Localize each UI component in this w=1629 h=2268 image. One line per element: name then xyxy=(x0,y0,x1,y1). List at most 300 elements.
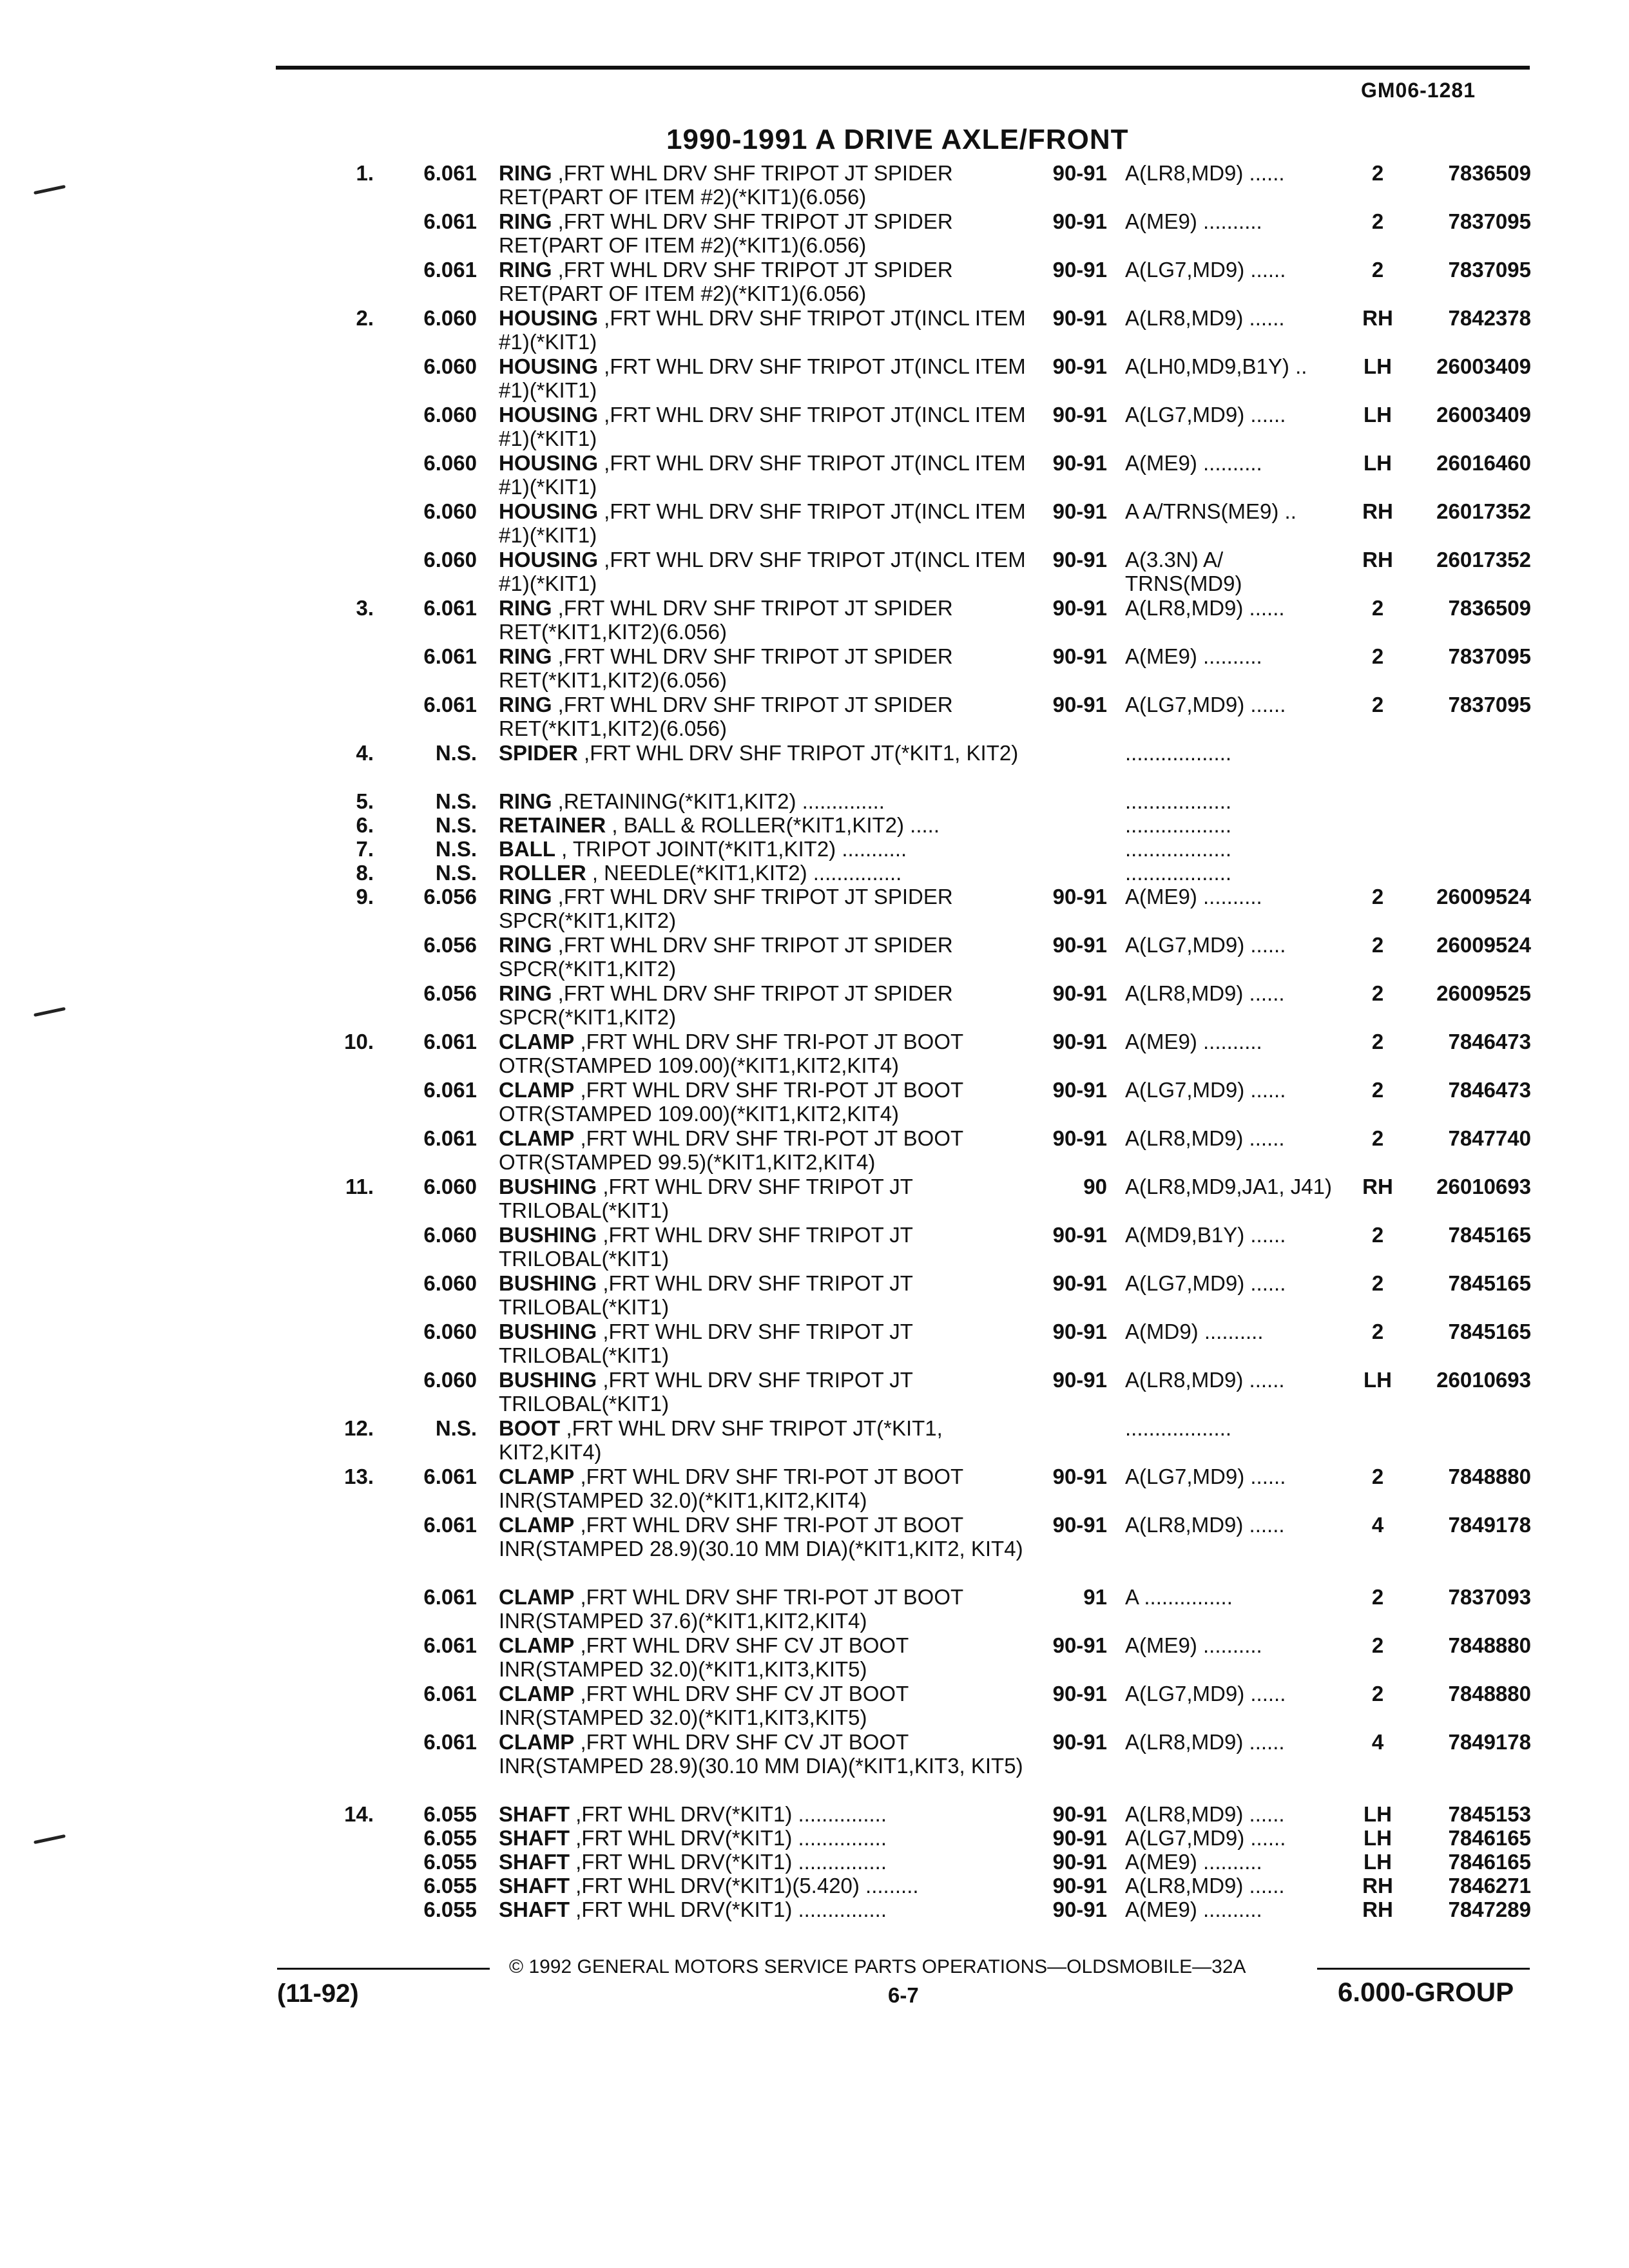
model-year: 90-91 xyxy=(1052,451,1107,475)
part-name: HOUSING xyxy=(499,548,599,572)
table-row xyxy=(0,1223,1629,1271)
model-code: .................. xyxy=(1125,1416,1232,1440)
part-description xyxy=(499,1465,1037,1512)
model-code: A(LG7,MD9) ...... xyxy=(1125,933,1286,957)
table-row xyxy=(0,885,1629,933)
part-number: 7848880 xyxy=(1448,1465,1531,1488)
model-code: .................. xyxy=(1125,861,1232,885)
model-year: 90-91 xyxy=(1052,1030,1107,1053)
part-name: SHAFT xyxy=(499,1874,570,1898)
part-spec: ,FRT WHL DRV SHF TRIPOT JT SPIDER SPCR(*KIT1,KIT2) xyxy=(499,885,953,932)
part-number: 7837095 xyxy=(1448,693,1531,716)
quantity: 2 xyxy=(1371,1633,1384,1657)
model-year: 91 xyxy=(1083,1585,1107,1609)
part-name: RETAINER xyxy=(499,813,606,837)
group-number: 6.061 xyxy=(423,1730,477,1754)
quantity: LH xyxy=(1364,1802,1392,1826)
part-name: HOUSING xyxy=(499,499,599,523)
item-number: 6. xyxy=(356,813,374,837)
part-description xyxy=(499,861,1037,885)
part-spec: ,FRT WHL DRV(*KIT1) ............... xyxy=(570,1850,887,1874)
part-number: 7846473 xyxy=(1448,1078,1531,1102)
part-spec: , NEEDLE(*KIT1,KIT2) ............... xyxy=(586,861,902,885)
part-name: RING xyxy=(499,693,552,716)
part-name: HOUSING xyxy=(499,403,599,427)
part-spec: , BALL & ROLLER(*KIT1,KIT2) ..... xyxy=(606,813,940,837)
table-row xyxy=(0,1585,1629,1633)
part-name: RING xyxy=(499,789,552,813)
part-number: 7837095 xyxy=(1448,258,1531,282)
part-name: RING xyxy=(499,644,552,668)
table-row xyxy=(0,1030,1629,1078)
part-number: 7849178 xyxy=(1448,1513,1531,1537)
part-name: RING xyxy=(499,933,552,957)
part-number: 26016460 xyxy=(1436,451,1531,475)
group-number: 6.060 xyxy=(423,451,477,475)
model-code: A(LH0,MD9,B1Y) .. xyxy=(1125,354,1307,378)
part-name: RING xyxy=(499,981,552,1005)
model-code: A(ME9) .......... xyxy=(1125,451,1262,475)
table-row xyxy=(0,1271,1629,1320)
quantity: RH xyxy=(1362,1175,1393,1198)
model-year: 90-91 xyxy=(1052,644,1107,668)
table-row xyxy=(0,1078,1629,1126)
model-code: A(LG7,MD9) ...... xyxy=(1125,1682,1286,1706)
part-description xyxy=(499,209,1037,257)
part-name: RING xyxy=(499,258,552,282)
model-code: .................. xyxy=(1125,741,1232,765)
group-number: 6.060 xyxy=(423,1320,477,1343)
table-row xyxy=(0,258,1629,306)
model-year: 90-91 xyxy=(1052,885,1107,908)
part-name: RING xyxy=(499,161,552,185)
part-spec: ,FRT WHL DRV SHF TRIPOT JT SPIDER RET(PART OF ITEM #2)(*KIT1)(6.056) xyxy=(499,161,953,209)
part-spec: ,FRT WHL DRV SHF TRIPOT JT(*KIT1, KIT2,KIT4) xyxy=(499,1416,943,1464)
part-name: SHAFT xyxy=(499,1826,570,1850)
item-number: 9. xyxy=(356,885,374,908)
model-code: .................. xyxy=(1125,813,1232,837)
part-name: BOOT xyxy=(499,1416,561,1440)
model-year: 90-91 xyxy=(1052,933,1107,957)
model-code: A(LG7,MD9) ...... xyxy=(1125,1271,1286,1295)
table-row xyxy=(0,451,1629,499)
part-name: CLAMP xyxy=(499,1730,575,1754)
group-number: 6.061 xyxy=(423,161,477,185)
model-code: A(3.3N) A/ TRNS(MD9) xyxy=(1125,548,1242,595)
part-description xyxy=(499,981,1037,1029)
part-name: BUSHING xyxy=(499,1223,597,1247)
part-spec: ,FRT WHL DRV SHF TRIPOT JT(INCL ITEM #1)(*KIT1) xyxy=(499,451,1026,499)
part-name: CLAMP xyxy=(499,1465,575,1488)
quantity: LH xyxy=(1364,403,1392,427)
part-number: 7846165 xyxy=(1448,1850,1531,1874)
group-number: 6.060 xyxy=(423,499,477,523)
table-row xyxy=(0,403,1629,451)
group-number: 6.061 xyxy=(423,1030,477,1053)
quantity: RH xyxy=(1362,306,1393,330)
group-number: N.S. xyxy=(435,837,477,861)
table-row xyxy=(0,1898,1629,1921)
group-number: 6.055 xyxy=(423,1802,477,1826)
part-name: CLAMP xyxy=(499,1078,575,1102)
part-description xyxy=(499,1850,1037,1874)
model-code: A(LR8,MD9,JA1, J41) xyxy=(1125,1175,1332,1198)
table-row xyxy=(0,1633,1629,1682)
part-number: 7837095 xyxy=(1448,209,1531,233)
quantity: 2 xyxy=(1371,933,1384,957)
group-number: 6.061 xyxy=(423,1682,477,1706)
part-name: BUSHING xyxy=(499,1368,597,1392)
footer-rule-left xyxy=(277,1968,490,1970)
model-year: 90-91 xyxy=(1052,1682,1107,1706)
part-description xyxy=(499,813,1037,837)
group-number: 6.060 xyxy=(423,548,477,572)
part-name: HOUSING xyxy=(499,306,599,330)
part-name: BUSHING xyxy=(499,1271,597,1295)
part-spec: ,FRT WHL DRV SHF TRIPOT JT TRILOBAL(*KIT1) xyxy=(499,1175,913,1222)
model-code: A(LR8,MD9) ...... xyxy=(1125,1730,1285,1754)
quantity: 2 xyxy=(1371,1030,1384,1053)
footer-page-number: 6-7 xyxy=(888,1983,919,2007)
part-name: CLAMP xyxy=(499,1513,575,1537)
model-year: 90-91 xyxy=(1052,981,1107,1005)
part-spec: ,FRT WHL DRV SHF TRIPOT JT TRILOBAL(*KIT1) xyxy=(499,1320,913,1367)
group-number: 6.060 xyxy=(423,1271,477,1295)
part-description xyxy=(499,1271,1037,1319)
item-number: 14. xyxy=(344,1802,374,1826)
table-row xyxy=(0,789,1629,813)
item-number: 8. xyxy=(356,861,374,885)
table-row xyxy=(0,741,1629,789)
part-description xyxy=(499,354,1037,402)
group-number: 6.055 xyxy=(423,1898,477,1921)
part-spec: ,FRT WHL DRV SHF TRIPOT JT SPIDER RET(*KIT1,KIT2)(6.056) xyxy=(499,596,953,644)
part-spec: ,FRT WHL DRV(*KIT1) ............... xyxy=(570,1898,887,1921)
part-number: 26009525 xyxy=(1436,981,1531,1005)
part-description xyxy=(499,885,1037,932)
quantity: 2 xyxy=(1371,885,1384,908)
table-row xyxy=(0,981,1629,1030)
footer-group: 6.000-GROUP xyxy=(1338,1977,1514,2007)
part-name: SHAFT xyxy=(499,1898,570,1921)
quantity: RH xyxy=(1362,499,1393,523)
part-spec: ,FRT WHL DRV SHF TRI-POT JT BOOT OTR(STAMPED 109.00)(*KIT1,KIT2,KIT4) xyxy=(499,1030,963,1077)
model-code: .................. xyxy=(1125,789,1232,813)
item-number: 13. xyxy=(344,1465,374,1488)
item-number: 1. xyxy=(356,161,374,185)
model-code: A(ME9) .......... xyxy=(1125,1850,1262,1874)
part-number: 7845165 xyxy=(1448,1223,1531,1247)
part-name: BALL xyxy=(499,837,555,861)
document-id: GM06-1281 xyxy=(1361,79,1476,102)
part-number: 7847289 xyxy=(1448,1898,1531,1921)
quantity: RH xyxy=(1362,548,1393,572)
quantity: 2 xyxy=(1371,258,1384,282)
group-number: 6.056 xyxy=(423,933,477,957)
part-spec: ,FRT WHL DRV(*KIT1) ............... xyxy=(570,1826,887,1850)
table-row xyxy=(0,861,1629,885)
part-spec: ,FRT WHL DRV SHF TRI-POT JT BOOT INR(STAMPED 28.9)(30.10 MM DIA)(*KIT1,KIT2, KIT4) xyxy=(499,1513,1023,1561)
model-year: 90-91 xyxy=(1052,258,1107,282)
part-description xyxy=(499,596,1037,644)
model-year: 90-91 xyxy=(1052,403,1107,427)
part-name: HOUSING xyxy=(499,354,599,378)
part-spec: ,FRT WHL DRV SHF TRIPOT JT(INCL ITEM #1)(*KIT1) xyxy=(499,354,1026,402)
table-row xyxy=(0,644,1629,693)
table-row xyxy=(0,161,1629,209)
model-code: A(LR8,MD9) ...... xyxy=(1125,306,1285,330)
part-name: ROLLER xyxy=(499,861,586,885)
part-description xyxy=(499,258,1037,305)
group-number: 6.060 xyxy=(423,1223,477,1247)
table-row xyxy=(0,1465,1629,1513)
model-code: A(ME9) .......... xyxy=(1125,209,1262,233)
part-description xyxy=(499,1633,1037,1681)
part-description xyxy=(499,789,1037,813)
group-number: N.S. xyxy=(435,813,477,837)
quantity: 2 xyxy=(1371,1223,1384,1247)
table-row xyxy=(0,1416,1629,1465)
part-description xyxy=(499,548,1037,595)
part-number: 7846271 xyxy=(1448,1874,1531,1898)
table-row xyxy=(0,306,1629,354)
part-name: HOUSING xyxy=(499,451,599,475)
quantity: 2 xyxy=(1371,161,1384,185)
quantity: 2 xyxy=(1371,1320,1384,1343)
part-number: 7845153 xyxy=(1448,1802,1531,1826)
part-description xyxy=(499,1874,1037,1898)
quantity: LH xyxy=(1364,1850,1392,1874)
quantity: 2 xyxy=(1371,1078,1384,1102)
part-description xyxy=(499,161,1037,209)
group-number: 6.061 xyxy=(423,258,477,282)
group-number: 6.061 xyxy=(423,1633,477,1657)
part-name: CLAMP xyxy=(499,1585,575,1609)
model-year: 90-91 xyxy=(1052,1126,1107,1150)
quantity: 2 xyxy=(1371,1585,1384,1609)
part-spec: , TRIPOT JOINT(*KIT1,KIT2) ........... xyxy=(555,837,907,861)
part-spec: ,FRT WHL DRV SHF TRI-POT JT BOOT OTR(STAMPED 99.5)(*KIT1,KIT2,KIT4) xyxy=(499,1126,963,1174)
table-row xyxy=(0,548,1629,596)
part-description xyxy=(499,1175,1037,1222)
model-code: A ............... xyxy=(1125,1585,1233,1609)
group-number: 6.061 xyxy=(423,596,477,620)
group-number: 6.061 xyxy=(423,1465,477,1488)
part-description xyxy=(499,499,1037,547)
part-description xyxy=(499,1826,1037,1850)
part-description xyxy=(499,644,1037,692)
model-year: 90-91 xyxy=(1052,1898,1107,1921)
quantity: 4 xyxy=(1371,1513,1384,1537)
part-description xyxy=(499,1682,1037,1729)
model-year: 90-91 xyxy=(1052,354,1107,378)
table-row xyxy=(0,837,1629,861)
group-number: 6.060 xyxy=(423,1368,477,1392)
part-spec: ,FRT WHL DRV SHF TRIPOT JT(*KIT1, KIT2) xyxy=(577,741,1019,765)
model-year: 90-91 xyxy=(1052,1633,1107,1657)
table-row xyxy=(0,354,1629,403)
part-spec: ,FRT WHL DRV SHF TRIPOT JT TRILOBAL(*KIT1) xyxy=(499,1368,913,1416)
part-number: 7846165 xyxy=(1448,1826,1531,1850)
part-name: CLAMP xyxy=(499,1030,575,1053)
part-spec: ,FRT WHL DRV(*KIT1)(5.420) ......... xyxy=(570,1874,919,1898)
part-number: 7845165 xyxy=(1448,1320,1531,1343)
group-number: 6.055 xyxy=(423,1850,477,1874)
model-code: A(LR8,MD9) ...... xyxy=(1125,1802,1285,1826)
model-year: 90-91 xyxy=(1052,1465,1107,1488)
model-year: 90-91 xyxy=(1052,1271,1107,1295)
table-row xyxy=(0,1682,1629,1730)
model-code: A(LR8,MD9) ...... xyxy=(1125,981,1285,1005)
model-code: A(LR8,MD9) ...... xyxy=(1125,1368,1285,1392)
group-number: 6.061 xyxy=(423,1126,477,1150)
model-code: A(LG7,MD9) ...... xyxy=(1125,1078,1286,1102)
quantity: 2 xyxy=(1371,693,1384,716)
part-number: 7837093 xyxy=(1448,1585,1531,1609)
part-description xyxy=(499,693,1037,740)
part-name: SHAFT xyxy=(499,1850,570,1874)
model-code: A(LR8,MD9) ...... xyxy=(1125,161,1285,185)
item-number: 4. xyxy=(356,741,374,765)
part-name: CLAMP xyxy=(499,1682,575,1706)
part-name: BUSHING xyxy=(499,1175,597,1198)
model-year: 90-91 xyxy=(1052,1368,1107,1392)
part-description xyxy=(499,1368,1037,1416)
part-name: BUSHING xyxy=(499,1320,597,1343)
part-spec: ,FRT WHL DRV SHF TRIPOT JT SPIDER RET(PART OF ITEM #2)(*KIT1)(6.056) xyxy=(499,209,953,257)
model-code: A(MD9) .......... xyxy=(1125,1320,1264,1343)
part-description xyxy=(499,933,1037,981)
group-number: 6.055 xyxy=(423,1874,477,1898)
model-year: 90-91 xyxy=(1052,1513,1107,1537)
table-row xyxy=(0,1730,1629,1802)
part-description xyxy=(499,1030,1037,1077)
quantity: 2 xyxy=(1371,1682,1384,1706)
part-description xyxy=(499,1320,1037,1367)
table-row xyxy=(0,209,1629,258)
model-code: A A/TRNS(ME9) .. xyxy=(1125,499,1296,523)
model-year: 90-91 xyxy=(1052,548,1107,572)
group-number: 6.056 xyxy=(423,981,477,1005)
part-spec: ,FRT WHL DRV SHF TRIPOT JT SPIDER RET(*KIT1,KIT2)(6.056) xyxy=(499,644,953,692)
footer-date: (11-92) xyxy=(277,1979,359,2008)
item-number: 5. xyxy=(356,789,374,813)
table-row xyxy=(0,1850,1629,1874)
footer-copyright: © 1992 GENERAL MOTORS SERVICE PARTS OPERATIONS—OLDSMOBILE—32A xyxy=(509,1956,1246,1977)
page-title: 1990-1991 A DRIVE AXLE/FRONT xyxy=(666,124,1129,155)
parts-list xyxy=(0,161,1629,1921)
table-row xyxy=(0,1368,1629,1416)
part-name: RING xyxy=(499,596,552,620)
item-number: 3. xyxy=(356,596,374,620)
model-code: A(ME9) .......... xyxy=(1125,1898,1262,1921)
part-number: 26010693 xyxy=(1436,1175,1531,1198)
part-description xyxy=(499,1513,1037,1561)
part-spec: ,FRT WHL DRV SHF TRIPOT JT(INCL ITEM #1)(*KIT1) xyxy=(499,306,1026,354)
table-row xyxy=(0,933,1629,981)
item-number: 7. xyxy=(356,837,374,861)
item-number: 12. xyxy=(344,1416,374,1440)
group-number: 6.060 xyxy=(423,1175,477,1198)
group-number: 6.055 xyxy=(423,1826,477,1850)
model-year: 90-91 xyxy=(1052,596,1107,620)
item-number: 11. xyxy=(345,1175,374,1198)
part-number: 26009524 xyxy=(1436,933,1531,957)
table-row xyxy=(0,499,1629,548)
part-spec: ,FRT WHL DRV SHF TRIPOT JT SPIDER RET(PART OF ITEM #2)(*KIT1)(6.056) xyxy=(499,258,953,305)
quantity: 4 xyxy=(1371,1730,1384,1754)
model-code: A(LG7,MD9) ...... xyxy=(1125,403,1286,427)
part-name: RING xyxy=(499,885,552,908)
group-number: 6.061 xyxy=(423,1078,477,1102)
part-spec: ,FRT WHL DRV SHF TRIPOT JT SPIDER SPCR(*KIT1,KIT2) xyxy=(499,933,953,981)
table-row xyxy=(0,1874,1629,1898)
table-row xyxy=(0,1320,1629,1368)
part-description xyxy=(499,1416,1037,1464)
group-number: 6.061 xyxy=(423,693,477,716)
model-year: 90-91 xyxy=(1052,306,1107,330)
model-year: 90-91 xyxy=(1052,499,1107,523)
part-number: 7847740 xyxy=(1448,1126,1531,1150)
quantity: RH xyxy=(1362,1898,1393,1921)
table-row xyxy=(0,1802,1629,1826)
part-number: 7842378 xyxy=(1448,306,1531,330)
model-year: 90-91 xyxy=(1052,1223,1107,1247)
quantity: LH xyxy=(1364,1826,1392,1850)
model-code: A(ME9) .......... xyxy=(1125,1633,1262,1657)
part-spec: ,FRT WHL DRV SHF TRIPOT JT TRILOBAL(*KIT1) xyxy=(499,1223,913,1271)
part-spec: ,FRT WHL DRV SHF TRI-POT JT BOOT INR(STAMPED 37.6)(*KIT1,KIT2,KIT4) xyxy=(499,1585,963,1633)
part-spec: ,FRT WHL DRV SHF TRIPOT JT(INCL ITEM #1)(*KIT1) xyxy=(499,403,1026,450)
part-number: 7849178 xyxy=(1448,1730,1531,1754)
model-year: 90-91 xyxy=(1052,1850,1107,1874)
part-number: 7837095 xyxy=(1448,644,1531,668)
model-year: 90-91 xyxy=(1052,1802,1107,1826)
part-description xyxy=(499,1078,1037,1126)
part-name: RING xyxy=(499,209,552,233)
group-number: N.S. xyxy=(435,861,477,885)
model-code: A(LR8,MD9) ...... xyxy=(1125,1126,1285,1150)
group-number: 6.056 xyxy=(423,885,477,908)
part-spec: ,FRT WHL DRV SHF CV JT BOOT INR(STAMPED 28.9)(30.10 MM DIA)(*KIT1,KIT3, KIT5) xyxy=(499,1730,1023,1778)
part-spec: ,FRT WHL DRV SHF TRIPOT JT(INCL ITEM #1)(*KIT1) xyxy=(499,499,1026,547)
model-code: .................. xyxy=(1125,837,1232,861)
footer-rule-right xyxy=(1317,1968,1530,1970)
quantity: 2 xyxy=(1371,1465,1384,1488)
model-year: 90-91 xyxy=(1052,1826,1107,1850)
model-year: 90-91 xyxy=(1052,1730,1107,1754)
table-row xyxy=(0,1126,1629,1175)
table-row xyxy=(0,693,1629,741)
table-row xyxy=(0,1826,1629,1850)
quantity: 2 xyxy=(1371,644,1384,668)
part-spec: ,FRT WHL DRV SHF CV JT BOOT INR(STAMPED 32.0)(*KIT1,KIT3,KIT5) xyxy=(499,1682,909,1729)
group-number: 6.061 xyxy=(423,209,477,233)
part-description xyxy=(499,1126,1037,1174)
model-code: A(ME9) .......... xyxy=(1125,1030,1262,1053)
group-number: N.S. xyxy=(435,1416,477,1440)
group-number: 6.061 xyxy=(423,1585,477,1609)
part-name: SHAFT xyxy=(499,1802,570,1826)
table-row xyxy=(0,596,1629,644)
part-description xyxy=(499,741,1037,765)
model-code: A(MD9,B1Y) ...... xyxy=(1125,1223,1286,1247)
group-number: 6.061 xyxy=(423,644,477,668)
quantity: 2 xyxy=(1371,981,1384,1005)
model-year: 90-91 xyxy=(1052,161,1107,185)
item-number: 2. xyxy=(356,306,374,330)
part-description xyxy=(499,1585,1037,1633)
